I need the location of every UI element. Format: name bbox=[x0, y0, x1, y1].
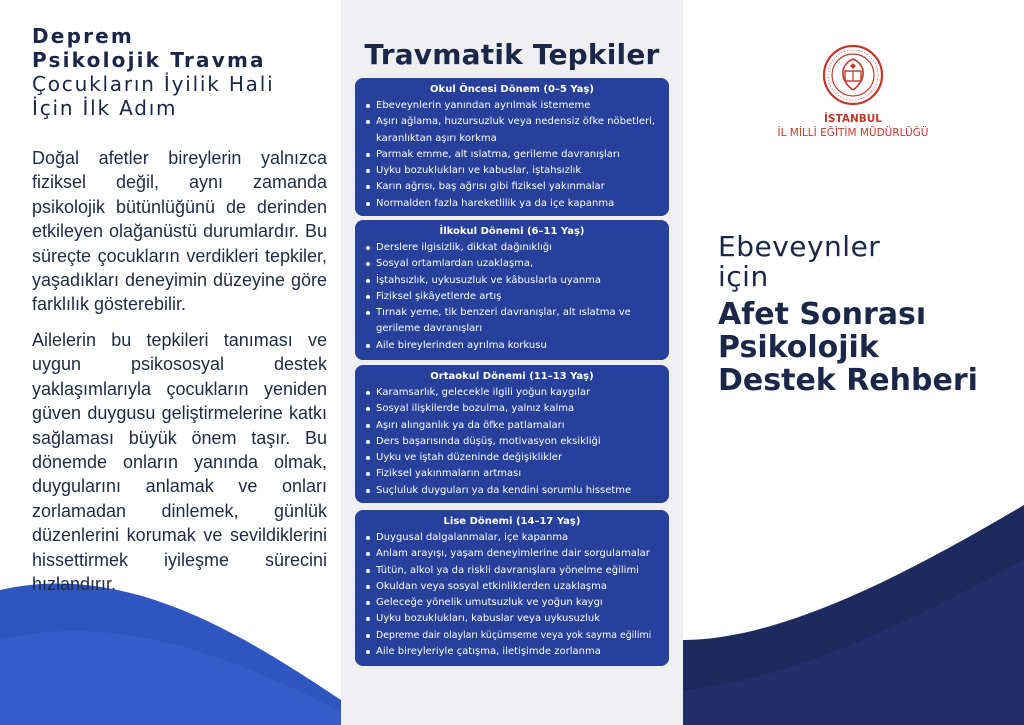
intro-paragraph-1: Doğal afetler bireylerin yalnızca fiziksel değil, aynı zamanda psikolojik bütünlüğünü de derinden etkileyen olağanüstü durumlardır. Bu süreçte çocukların verdikleri tepkiler, yaşadıkları deneyimin düzeyine göre farklılık gösterebilir. bbox=[32, 148, 327, 315]
card-heading: Ortaokul Dönemi (11–13 Yaş) bbox=[430, 371, 594, 382]
list-item: Parmak emme, alt ıslatma, gerileme davranışları bbox=[363, 147, 661, 163]
reactions-title: Travmatik Tepkiler bbox=[364, 38, 660, 71]
list-item: Anlam arayışı, yaşam deneyimlerine dair sorgulamalar bbox=[363, 546, 661, 562]
list-item: Sosyal ilişkilerde bozulma, yalnız kalma bbox=[363, 401, 661, 417]
list-item: Karamsarlık, gelecekle ilgili yoğun kaygılar bbox=[363, 385, 661, 401]
list-item: Karın ağrısı, baş ağrısı gibi fiziksel yakınmalar bbox=[363, 179, 661, 195]
subtitle-line-2: İçin İlk Adım bbox=[32, 96, 178, 120]
list-item: Aşırı alınganlık ya da öfke patlamaları bbox=[363, 418, 661, 434]
list-item: Fiziksel yakınmaların artması bbox=[363, 466, 661, 482]
card-preschool bbox=[355, 78, 669, 216]
reaction-list bbox=[363, 240, 661, 354]
main-title-line-1: Deprem bbox=[32, 24, 134, 48]
list-item: Okuldan veya sosyal etkinliklerden uzaklaşma bbox=[363, 579, 661, 595]
guide-title bbox=[718, 232, 1018, 397]
main-title-line-2: Psikolojik Travma bbox=[32, 48, 266, 72]
card-heading: İlkokul Dönemi (6–11 Yaş) bbox=[439, 226, 585, 237]
list-item: İştahsızlık, uykusuzluk ve kâbuslarla uyanma bbox=[363, 273, 661, 289]
list-item: Tütün, alkol ya da riskli davranışlara yönelme eğilimi bbox=[363, 563, 661, 579]
list-item: Derslere ilgisizlik, dikkat dağınıklığı bbox=[363, 240, 661, 256]
subtitle-line-1: Çocukların İyilik Hali bbox=[32, 72, 275, 96]
card-heading: Lise Dönemi (14–17 Yaş) bbox=[443, 516, 581, 527]
reaction-list bbox=[363, 530, 661, 660]
list-item: Ebeveynlerin yanından ayrılmak istememe bbox=[363, 98, 661, 114]
title-light-line-1: Ebeveynler bbox=[718, 230, 881, 263]
list-item: Tırnak yeme, tik benzeri davranışlar, alt ıslatma ve gerileme davranışları bbox=[363, 305, 661, 338]
card-primary-school bbox=[355, 220, 669, 360]
list-item: Duygusal dalgalanmalar, içe kapanma bbox=[363, 530, 661, 546]
left-column bbox=[32, 24, 327, 595]
card-middle-school bbox=[355, 365, 669, 503]
list-item: Aile bireyleriyle çatışma, iletişimde zorlanma bbox=[363, 644, 661, 660]
list-item: Normalden fazla hareketlilik ya da içe kapanma bbox=[363, 196, 661, 212]
list-item: Ders başarısında düşüş, motivasyon eksikliği bbox=[363, 434, 661, 450]
ministry-seal-icon bbox=[822, 44, 884, 106]
reaction-list bbox=[363, 98, 661, 212]
logo-city: İSTANBUL bbox=[824, 113, 882, 125]
list-item: Aile bireylerinden ayrılma korkusu bbox=[363, 338, 661, 354]
list-item: Suçluluk duyguları ya da kendini sorumlu hissetme bbox=[363, 483, 661, 499]
list-item: Fiziksel şikâyetlerde artış bbox=[363, 289, 661, 305]
list-item: Geleceğe yönelik umutsuzluk ve yoğun kaygı bbox=[363, 595, 661, 611]
list-item: Uyku bozuklukları ve kabuslar, iştahsızlık bbox=[363, 163, 661, 179]
list-item: Depreme dair olayları küçümseme veya yok sayma eğilimi bbox=[363, 628, 661, 644]
title-bold-line-1: Afet Sonrası bbox=[718, 297, 927, 332]
list-item: Sosyal ortamlardan uzaklaşma, bbox=[363, 256, 661, 272]
list-item: Uyku bozuklukları, kabuslar veya uykusuzluk bbox=[363, 611, 661, 627]
list-item: Aşırı ağlama, huzursuzluk veya nedensiz öfke nöbetleri, karanlıktan aşırı korkma bbox=[363, 114, 661, 147]
list-item: Uyku ve iştah düzeninde değişiklikler bbox=[363, 450, 661, 466]
title-light-line-2: için bbox=[718, 260, 769, 293]
logo-organization: İL MİLLİ EĞİTİM MÜDÜRLÜĞÜ bbox=[777, 127, 929, 139]
title-bold-line-3: Destek Rehberi bbox=[718, 363, 978, 398]
card-heading: Okul Öncesi Dönem (0–5 Yaş) bbox=[430, 84, 594, 95]
ministry-caption bbox=[760, 112, 946, 140]
card-high-school bbox=[355, 510, 669, 666]
title-bold-line-2: Psikolojik bbox=[718, 330, 879, 365]
reaction-list bbox=[363, 385, 661, 499]
intro-paragraph-2: Ailelerin bu tepkileri tanıması ve uygun psikososyal destek yaklaşımlarıyla çocukların yeniden güven duygusu geliştirmelerine katkı sağlaması büyük önem taşır. Bu dönemde onların yanında olmak, duygularını anlamak ve onları zorlamadan dinlemek, günlük düzenlerini korumak ve sevildiklerini hissettirmek iyileşme sürecini hızlandırır. bbox=[32, 330, 327, 595]
